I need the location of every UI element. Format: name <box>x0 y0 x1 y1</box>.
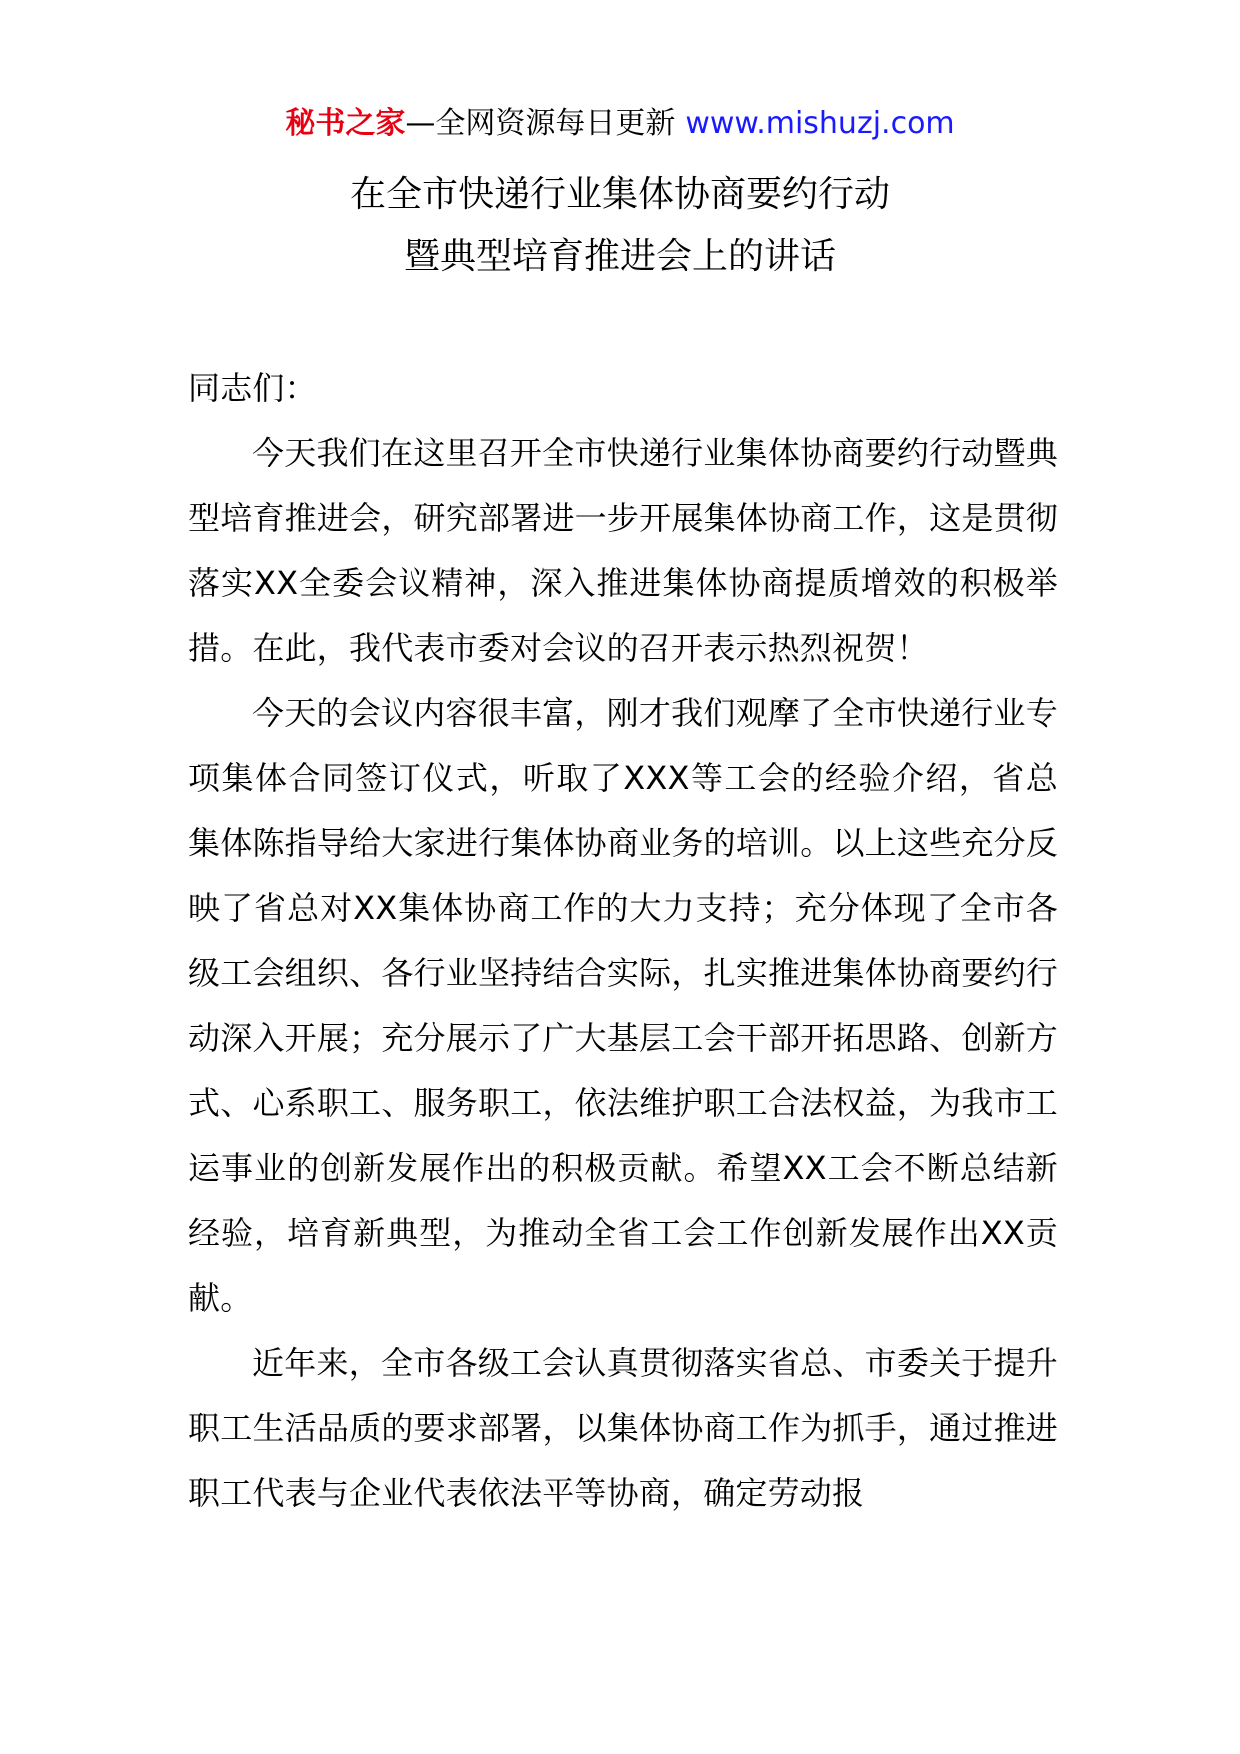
document-body <box>188 356 1058 1526</box>
site-tagline: —全网资源每日更新 <box>405 106 676 141</box>
paragraph-2: 今天的会议内容很丰富，刚才我们观摩了全市快递行业专项集体合同签订仪式，听取了XXX等工会的经验介绍，省总集体陈指导给大家进行集体协商业务的培训。以上这些充分反映了省总对XX集体协商工作的大力支持；充分体现了全市各级工会组织、各行业坚持结合实际，扎实推进集体协商要约行动深入开展；充分展示了广大基层工会干部开拓思路、创新方式、心系职工、服务职工，依法维护职工合法权益，为我市工运事业的创新发展作出的积极贡献。希望XX工会不断总结新经验，培育新典型，为推动全省工会工作创新发展作出XX贡献。 <box>188 694 1058 1317</box>
paragraph-1: 今天我们在这里召开全市快递行业集体协商要约行动暨典型培育推进会，研究部署进一步开展集体协商工作，这是贯彻落实XX全委会议精神，深入推进集体协商提质增效的积极举措。在此，我代表市委对会议的召开表示热烈祝贺！ <box>188 434 1058 667</box>
paragraph-3: 近年来，全市各级工会认真贯彻落实省总、市委关于提升职工生活品质的要求部署，以集体协商工作为抓手，通过推进职工代表与企业代表依法平等协商，确定劳动报 <box>188 1344 1058 1512</box>
site-header <box>0 102 1240 146</box>
document-title <box>0 164 1240 288</box>
document-title-line-1: 在全市快递行业集体协商要约行动 <box>349 174 890 215</box>
salutation: 同志们： <box>188 369 317 407</box>
document-title-line-2: 暨典型培育推进会上的讲话 <box>403 236 836 277</box>
site-name: 秘书之家 <box>285 106 406 141</box>
site-url-link[interactable]: www.mishuzj.com <box>685 106 955 141</box>
